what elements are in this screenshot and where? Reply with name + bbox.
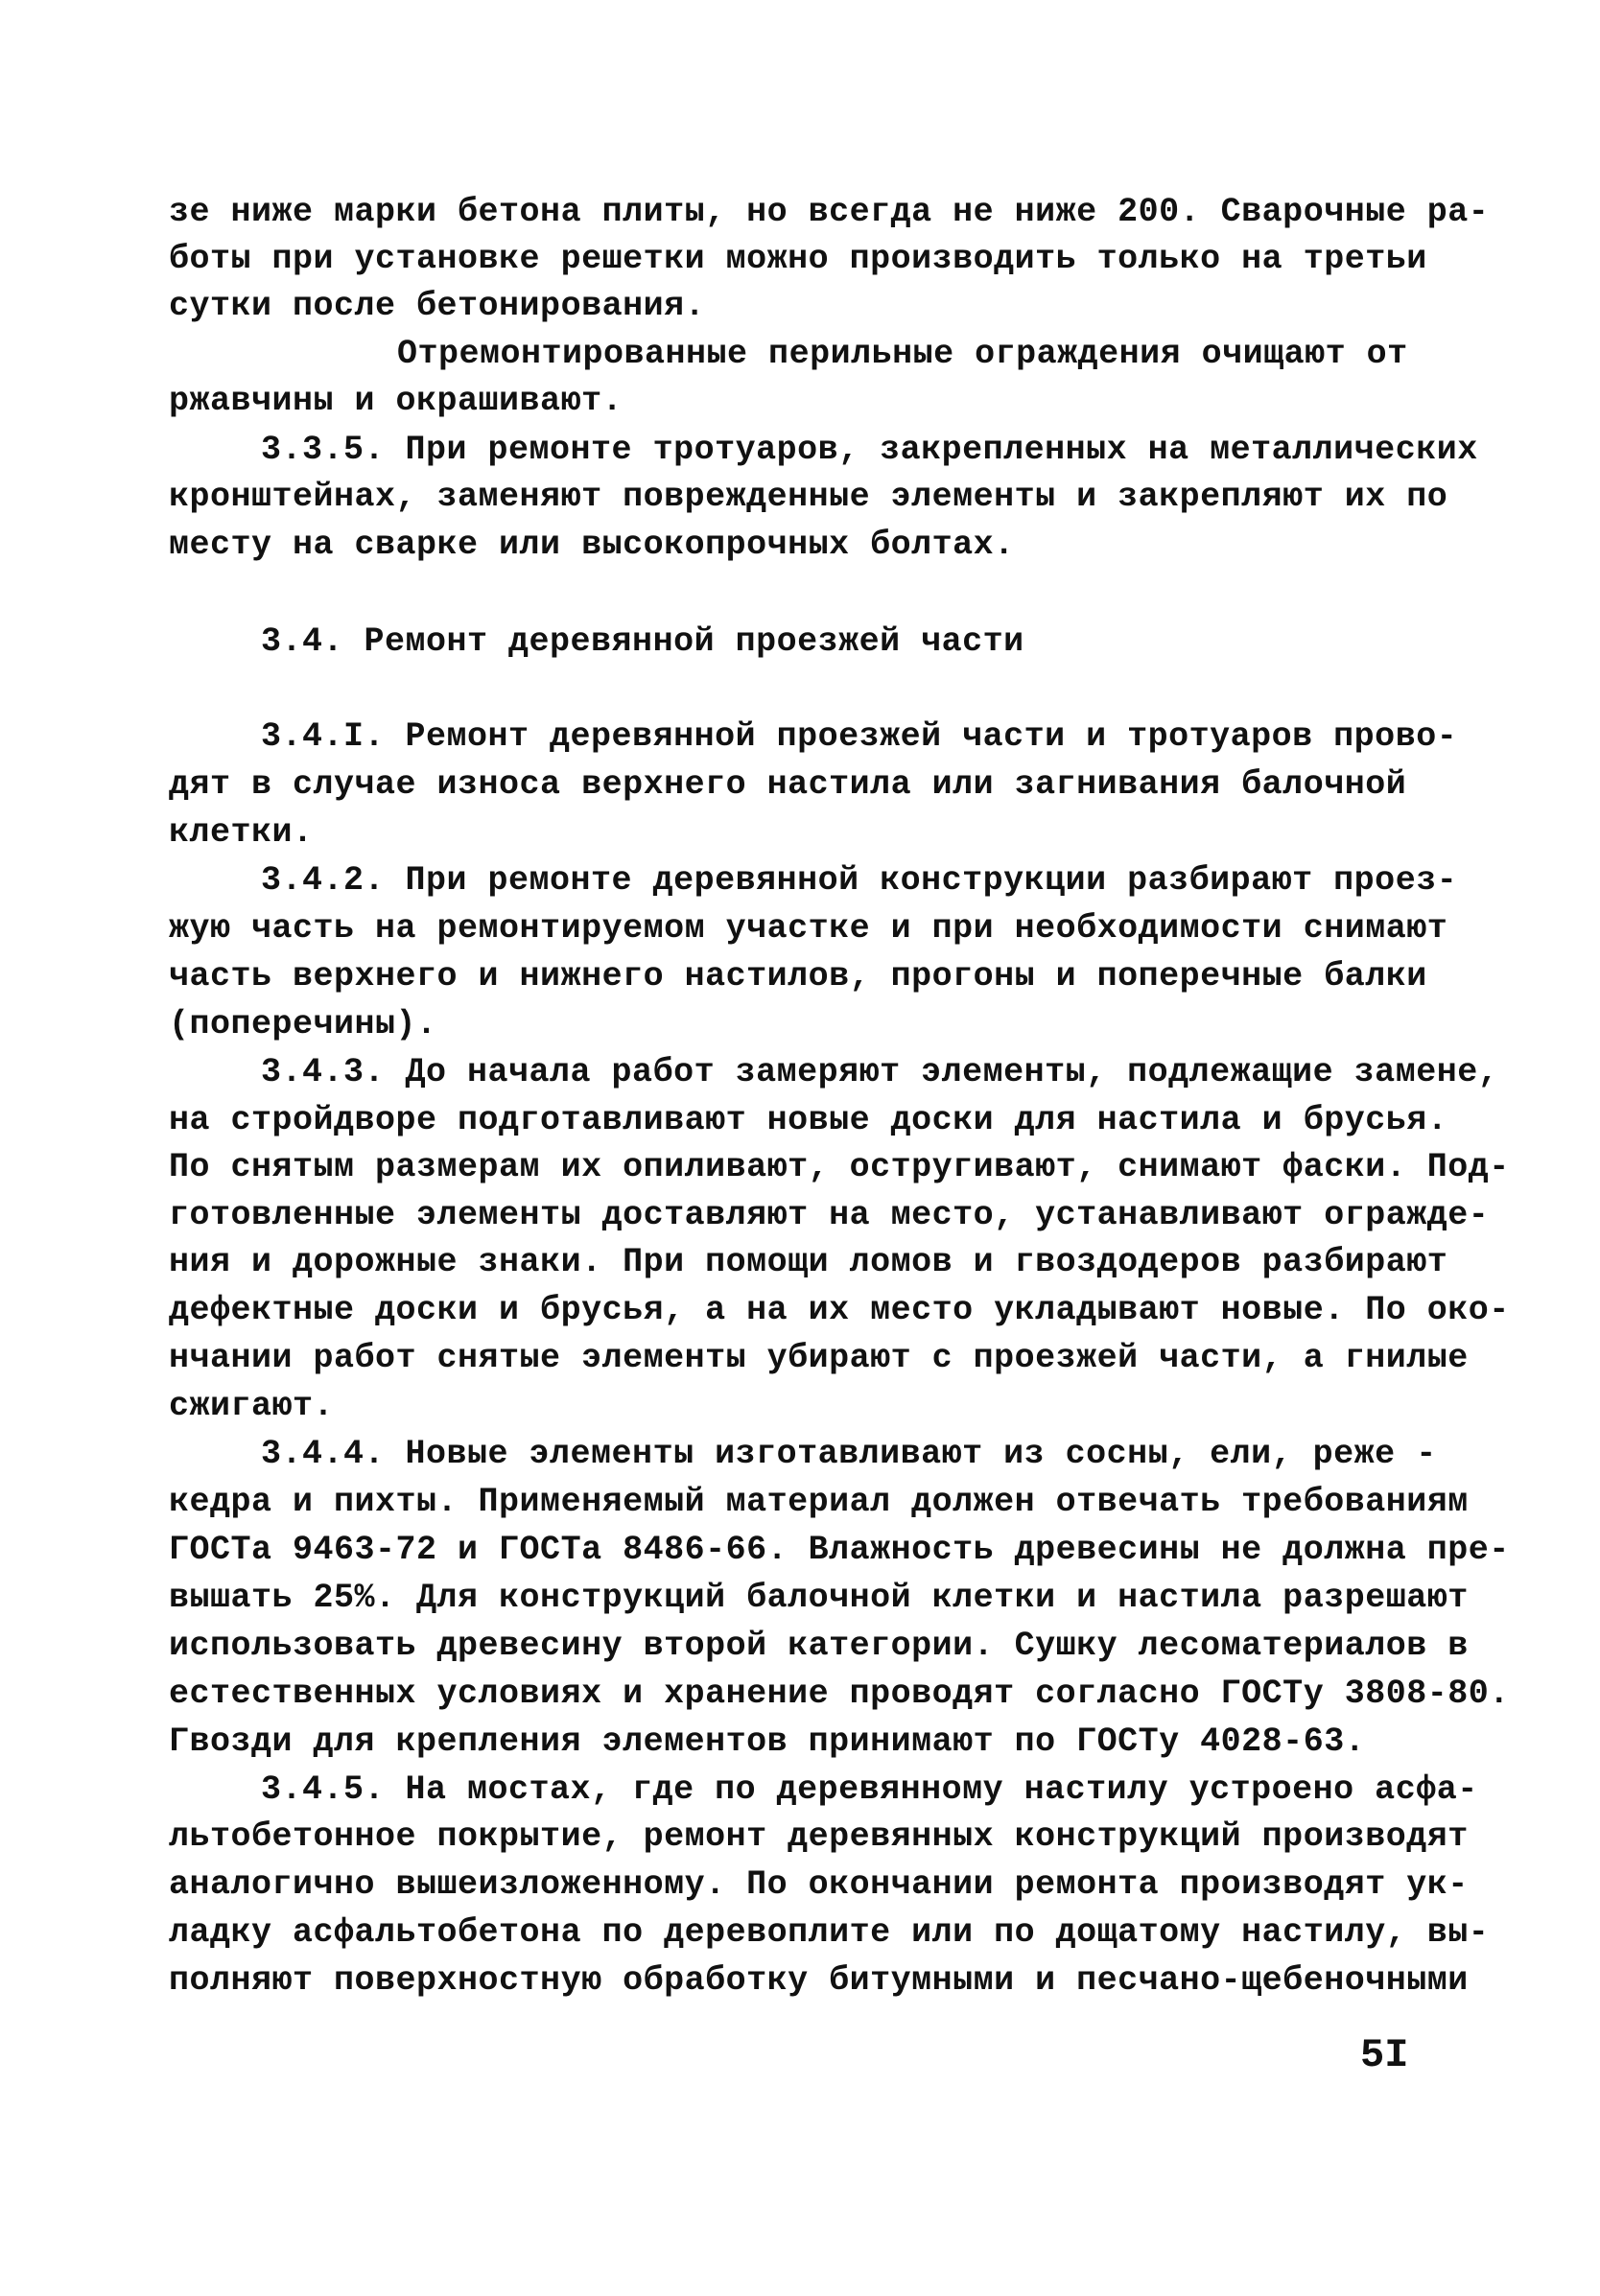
text-line: вышать 25%. Для конструкций балочной клетки и настила разрешают — [169, 1579, 1469, 1617]
section-3-4-1: 3.4.I. Ремонт деревянной проезжей части и тротуаров прово- — [261, 717, 1458, 756]
text-line: полняют поверхностную обработку битумными и песчано-щебеночными — [169, 1961, 1469, 2000]
text-line: По снятым размерам их опиливают, остругивают, снимают фаски. Под- — [169, 1148, 1510, 1186]
text-line: кедра и пихты. Применяемый материал должен отвечать требованиям — [169, 1483, 1469, 1521]
text-line: ГОСТа 9463-72 и ГОСТа 8486-66. Влажность древесины не должна пре- — [169, 1531, 1510, 1569]
text-line: часть верхнего и нижнего настилов, прогоны и поперечные балки — [169, 957, 1427, 996]
text-line: на стройдворе подготавливают новые доски для настила и брусья. — [169, 1101, 1448, 1139]
text-line: зе ниже марки бетона плиты, но всегда не ниже 200. Сварочные ра- — [169, 193, 1490, 231]
section-3-3-5: 3.3.5. При ремонте тротуаров, закрепленных на металлических — [261, 431, 1478, 469]
text-line: боты при установке решетки можно производить только на третьи — [169, 240, 1427, 278]
text-line: (поперечины). — [169, 1005, 437, 1043]
text-line: Гвозди для крепления элементов принимают по ГОСТу 4028-63. — [169, 1722, 1366, 1761]
section-3-4-5: 3.4.5. На мостах, где по деревянному настилу устроено асфа- — [261, 1770, 1478, 1809]
text-line: использовать древесину второй категории. Сушку лесоматериалов в — [169, 1627, 1469, 1665]
text-line: месту на сварке или высокопрочных болтах. — [169, 526, 1015, 564]
text-line: льтобетонное покрытие, ремонт деревянных конструкций производят — [169, 1817, 1469, 1856]
text-line: дят в случае износа верхнего настила или загнивания балочной — [169, 765, 1407, 804]
text-line: ния и дорожные знаки. При помощи ломов и гвоздодеров разбирают — [169, 1243, 1448, 1281]
text-line: ржавчины и окрашивают. — [169, 382, 624, 420]
text-line: естественных условиях и хранение проводят согласно ГОСТу 3808-80. — [169, 1675, 1510, 1713]
text-line: готовленные элементы доставляют на место, устанавливают огражде- — [169, 1196, 1490, 1234]
text-line: клетки. — [169, 813, 314, 852]
text-line: Отремонтированные перильные ограждения очищают от — [397, 335, 1408, 373]
text-line: сжигают. — [169, 1387, 335, 1425]
section-3-4-2: 3.4.2. При ремонте деревянной конструкции разбирают проез- — [261, 861, 1458, 900]
section-heading-3-4: 3.4. Ремонт деревянной проезжей части — [261, 622, 1024, 661]
text-line: дефектные доски и брусья, а на их место укладывают новые. По око- — [169, 1291, 1510, 1329]
text-line: кронштейнах, заменяют поврежденные элементы и закрепляют их по — [169, 478, 1448, 516]
section-3-4-4: 3.4.4. Новые элементы изготавливают из сосны, ели, реже - — [261, 1435, 1437, 1473]
text-line: ладку асфальтобетона по деревоплите или по дощатому настилу, вы- — [169, 1913, 1490, 1952]
text-line: жую часть на ремонтируемом участке и при необходимости снимают — [169, 909, 1448, 948]
page-number: 5I — [1360, 2032, 1409, 2078]
section-3-4-3: 3.4.3. До начала работ замеряют элементы, подлежащие замене, — [261, 1053, 1499, 1091]
text-line: нчании работ снятые элементы убирают с проезжей части, а гнилые — [169, 1339, 1469, 1377]
text-line: аналогично вышеизложенному. По окончании ремонта производят ук- — [169, 1865, 1469, 1904]
text-line: сутки после бетонирования. — [169, 287, 706, 325]
